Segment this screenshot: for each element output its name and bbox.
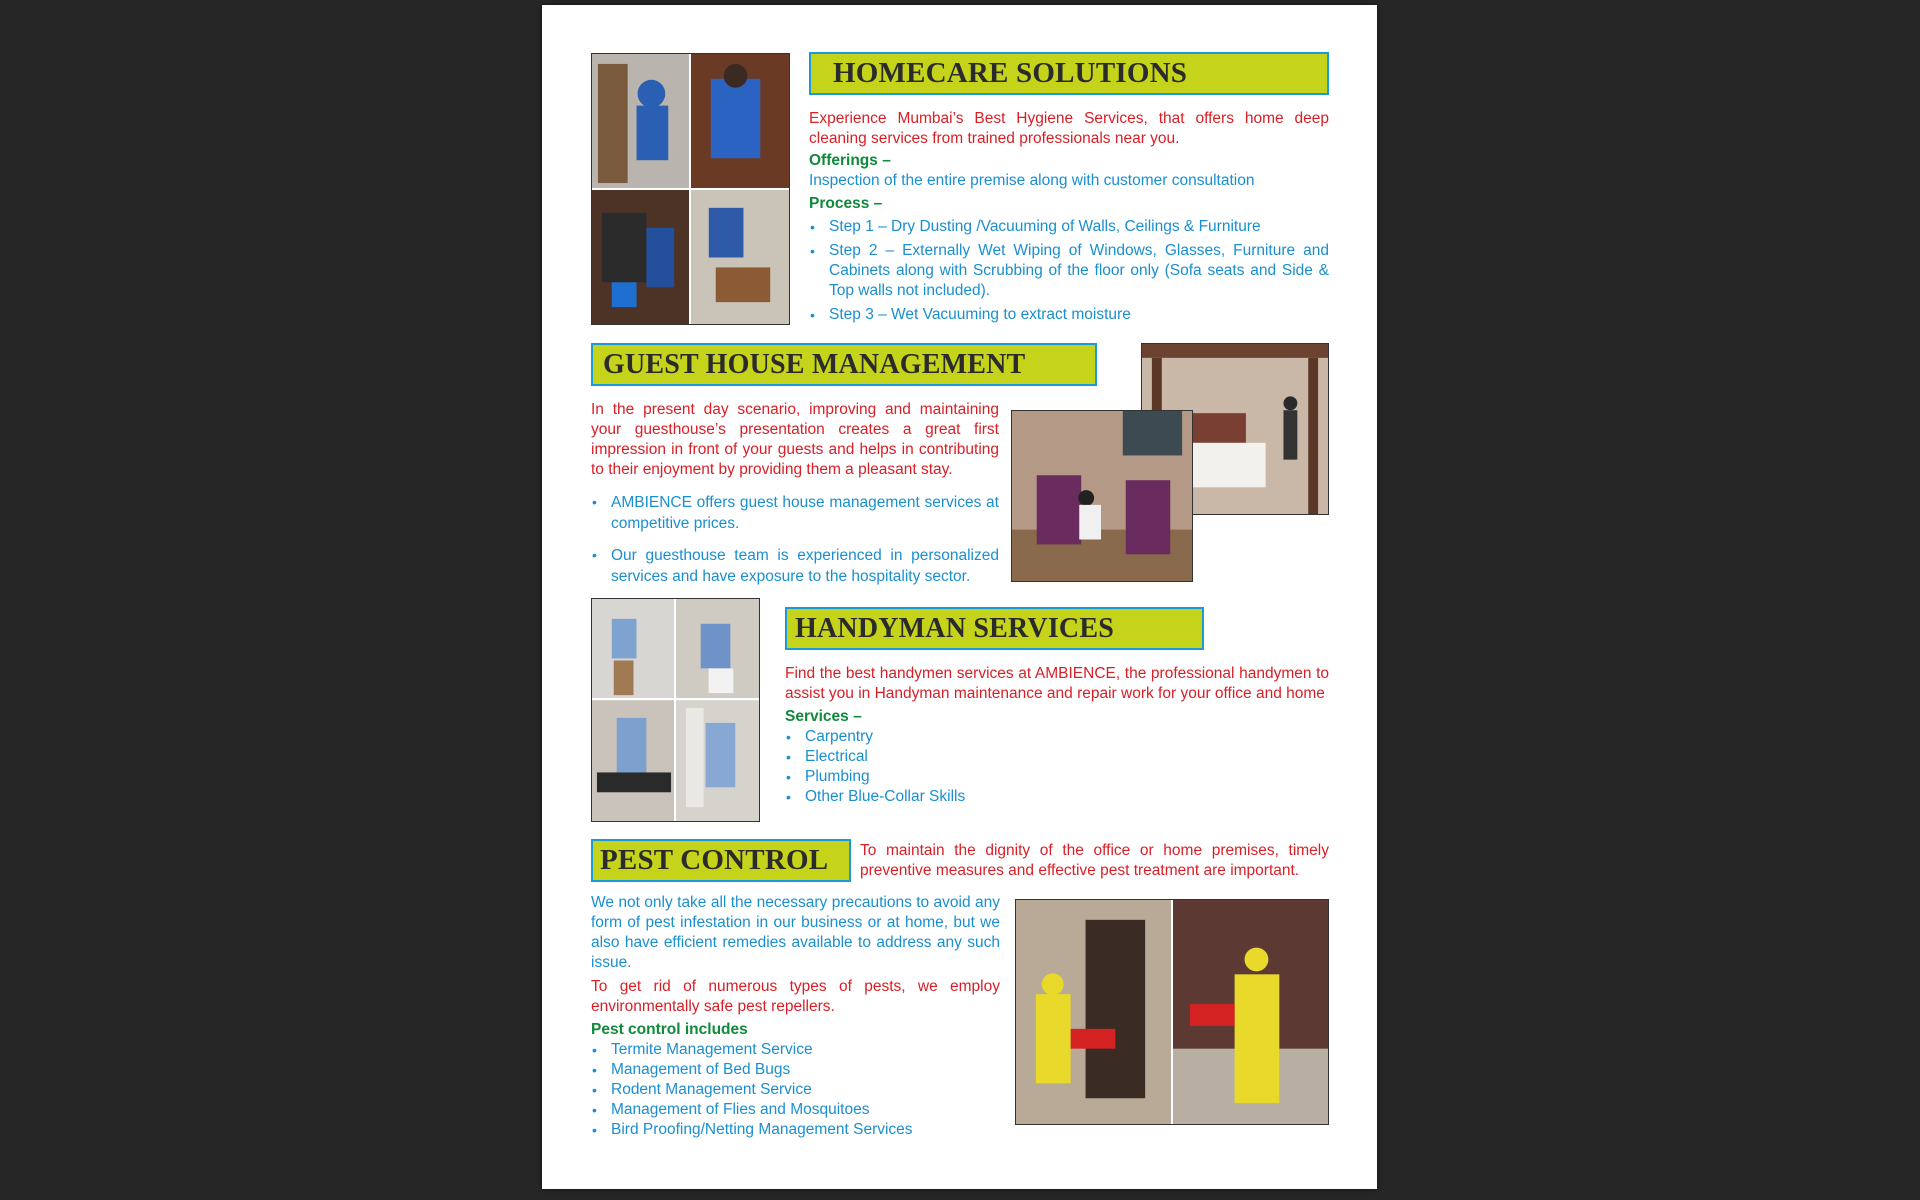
list-item: • Plumbing [785,767,1329,787]
homecare-title: HOMECARE SOLUTIONS [833,57,1188,89]
list-item: • Step 1 – Dry Dusting /Vacuuming of Walls, Ceilings & Furniture [809,217,1329,237]
list-item: • Termite Management Service [591,1040,1000,1060]
pest-title: PEST CONTROL [600,844,829,876]
pest-includes-list [591,1040,1000,1140]
handyman-title: HANDYMAN SERVICES [795,612,1115,644]
handyman-services-list [785,727,1329,807]
list-item: • Rodent Management Service [591,1080,1000,1100]
pest-para2: To get rid of numerous types of pests, we employ environmentally safe pest repellers. [591,978,1000,1015]
homecare-title-banner [809,52,1329,95]
pest-title-banner [591,839,851,882]
brochure-page [542,5,1377,1189]
pest-body [591,893,1000,1140]
list-item: • Electrical [785,747,1329,767]
guesthouse-bullets [591,492,999,587]
homecare-offerings-text: Inspection of the entire premise along with customer consultation [809,172,1255,189]
guesthouse-intro: In the present day scenario, improving and maintaining your guesthouse’s presentation creates a great first impression in front of your guests and helps in contributing to their enjoyment by providing them a pleasant stay. [591,401,999,478]
handyman-intro: Find the best handymen services at AMBIENCE, the professional handymen to assist you in Handyman maintenance and repair work for your office and home [785,665,1329,702]
homecare-intro: Experience Mumbai’s Best Hygiene Services, that offers home deep cleaning services from trained professionals near you. [809,110,1329,147]
handyman-body [785,664,1329,807]
list-item: • Bird Proofing/Netting Management Services [591,1120,1000,1140]
guesthouse-chairs-photo [1011,410,1193,582]
guesthouse-body [591,400,999,587]
homecare-process-heading: Process – [809,195,883,212]
homecare-body [809,109,1329,325]
handyman-services-heading: Services – [785,708,862,725]
pest-includes-heading: Pest control includes [591,1021,748,1038]
list-item: • Other Blue-Collar Skills [785,787,1329,807]
list-item: • Management of Flies and Mosquitoes [591,1100,1000,1120]
list-item: • AMBIENCE offers guest house management services at competitive prices. [591,492,999,534]
pest-para1: We not only take all the necessary precautions to avoid any form of pest infestation in our business or at home, but we also have efficient remedies available to address any such issue. [591,894,1000,971]
handyman-photo-collage [591,598,760,822]
pest-control-photos [1015,899,1329,1125]
list-item: • Step 2 – Externally Wet Wiping of Windows, Glasses, Furniture and Cabinets along with Scrubbing of the floor only (Sofa seats and Side & Top walls not included). [809,241,1329,301]
handyman-title-banner [785,607,1204,650]
homecare-steps-list [809,217,1329,325]
list-item: • Management of Bed Bugs [591,1060,1000,1080]
list-item: • Our guesthouse team is experienced in personalized services and have exposure to the hospitality sector. [591,545,999,587]
homecare-offerings-heading: Offerings – [809,152,891,169]
pest-intro: To maintain the dignity of the office or home premises, timely preventive measures and effective pest treatment are important. [860,842,1329,879]
homecare-photo-collage [591,53,790,325]
list-item: • Carpentry [785,727,1329,747]
guesthouse-title-banner [591,343,1097,386]
list-item: • Step 3 – Wet Vacuuming to extract moisture [809,305,1329,325]
guesthouse-title: GUEST HOUSE MANAGEMENT [603,348,1026,380]
